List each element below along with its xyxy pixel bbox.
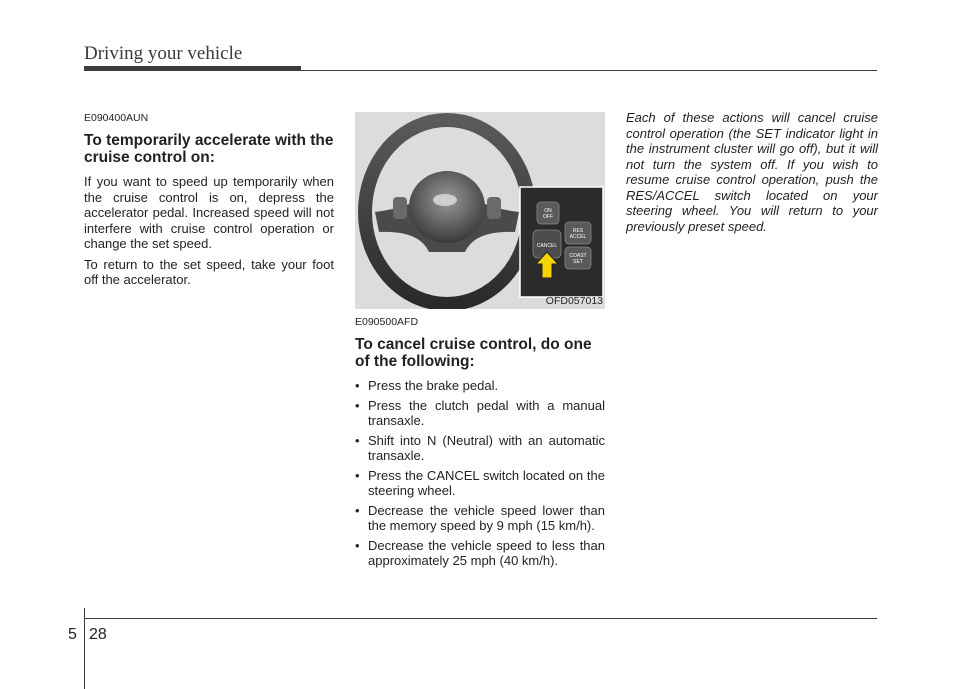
cancel-conditions-list: [355, 378, 605, 569]
section-temporary-accelerate: [84, 112, 334, 293]
list-item-text: Press the brake pedal.: [368, 378, 499, 393]
page-number: 28: [89, 626, 107, 643]
paragraph: If you want to speed up temporarily when the cruise control is on, depress the accelerator pedal. Increased speed will not interfere with cruise control operation or change the set speed.: [84, 174, 334, 251]
list-item-text: Decrease the vehicle speed lower than the memory speed by 9 mph (15 km/h).: [368, 502, 605, 533]
section-cancel-cruise: [355, 316, 605, 573]
list-item: [355, 433, 605, 464]
button-label-set: SET: [573, 259, 583, 265]
bullet: •: [355, 378, 360, 393]
list-item: [355, 503, 605, 534]
page-header-title: Driving your vehicle: [84, 43, 243, 64]
list-item: [355, 398, 605, 429]
button-label-accel: ACCEL: [569, 234, 587, 240]
section-cancel-note: [626, 110, 878, 234]
button-label-off: OFF: [543, 214, 553, 220]
list-item-text: Press the CANCEL switch located on the steering wheel.: [368, 467, 605, 498]
italic-note: Each of these actions will cancel cruise control operation (the SET indicator light in the instrument cluster will go off), but it will not turn the system off. If you wish to resume cruise control operation, push the RES/ACCEL switch located on your steering wheel. You will return to your previously preset speed.: [626, 110, 878, 234]
button-label-res: RES: [572, 228, 584, 234]
header-rule-thick: [84, 66, 301, 71]
list-item: [355, 538, 605, 569]
footer-vertical-rule: [84, 608, 85, 689]
section-heading: To temporarily accelerate with the cruise control on:: [84, 132, 334, 166]
footer-horizontal-rule: [84, 618, 877, 619]
bullet: •: [355, 432, 360, 448]
figure-label: OFD057013: [545, 295, 603, 307]
list-item-text: Press the clutch pedal with a manual transaxle.: [368, 397, 605, 428]
list-item-text: Decrease the vehicle speed to less than approximately 25 mph (40 km/h).: [368, 537, 605, 568]
paragraph: To return to the set speed, take your foot off the accelerator.: [84, 256, 334, 287]
button-label-on: ON: [544, 208, 552, 214]
bullet: •: [355, 397, 360, 413]
list-item-text: Shift into N (Neutral) with an automatic transaxle.: [368, 432, 605, 463]
button-label-coast: COAST: [569, 253, 587, 259]
section-number: 5: [68, 626, 77, 643]
steering-wheel-illustration: [355, 112, 605, 309]
section-code: E090500AFD: [355, 316, 419, 328]
section-heading: To cancel cruise control, do one of the following:: [355, 336, 592, 370]
list-item: [355, 468, 605, 499]
section-code: E090400AUN: [84, 112, 149, 124]
button-label-cancel: CANCEL: [536, 243, 558, 249]
steering-wheel-figure: [355, 112, 605, 309]
bullet: •: [355, 537, 360, 553]
bullet: •: [355, 467, 360, 483]
bullet: •: [355, 502, 360, 518]
list-item: [355, 378, 605, 394]
header-rule-thin: [301, 70, 877, 71]
